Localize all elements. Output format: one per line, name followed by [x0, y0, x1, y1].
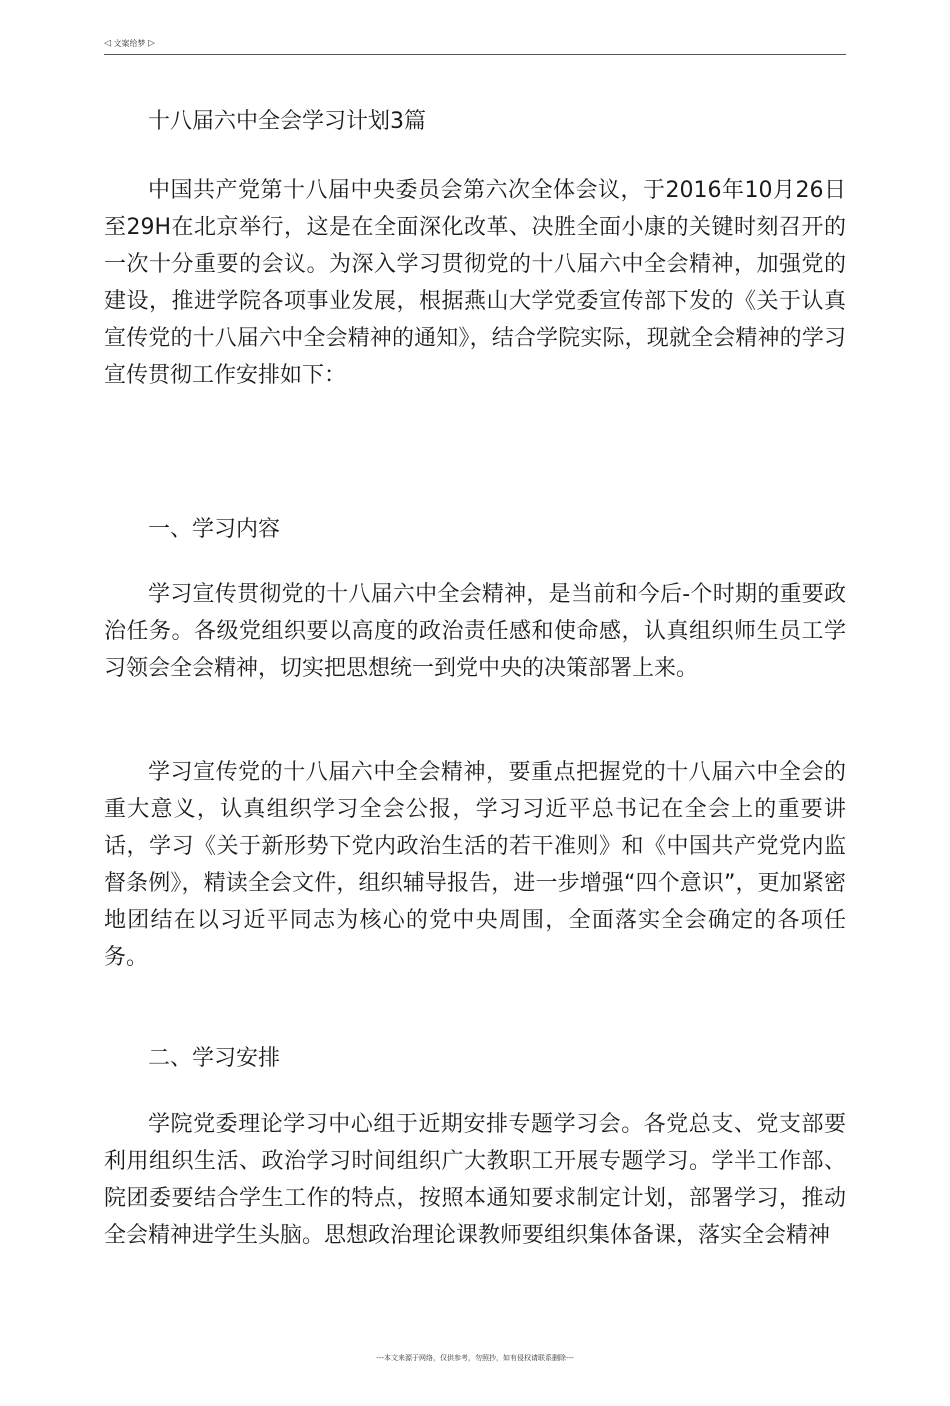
document-title: 十八届六中全会学习计划3篇: [148, 109, 426, 134]
right-triangle-icon: ▷: [148, 38, 155, 49]
paragraph-intro: 中国共产党第十八届中央委员会第六次全体会议，于2016年10月26日至29H在北京举行，这是在全面深化改革、决胜全面小康的关键时刻召开的一次十分重要的会议。为深入学习贯彻党的十八届六中全会精神，加强党的建设，推进学院各项事业发展，根据燕山大学党委宣传部下发的《关于认真宣传党的十八届六中全会精神的通知》，结合学院实际，现就全会精神的学习宣传贯彻工作安排如下：: [104, 178, 846, 388]
left-triangle-icon: ◁: [104, 38, 111, 49]
page-header: [104, 38, 846, 55]
paragraph-study-arrangement: 学院党委理论学习中心组于近期安排专题学习会。各党总支、党支部要利用组织生活、政治学习时间组织广大教职工开展专题学习。学半工作部、院团委要结合学生工作的特点，按照本通知要求制定计划，部署学习，推动全会精神进学生头脑。思想政治理论课教师要组织集体备课，落实全会精神: [104, 1112, 846, 1248]
section-heading-study-content: 一、学习内容: [148, 517, 281, 542]
section-heading-study-arrangement: 二、学习安排: [148, 1046, 281, 1071]
paragraph-study-content-1: 学习宣传贯彻党的十八届六中全会精神，是当前和今后-个时期的重要政治任务。各级党组织要以高度的政治责任感和使命感，认真组织师生员工学习领会全会精神，切实把思想统一到党中央的决策部署上来。: [104, 582, 846, 681]
paragraph-study-content-2: 学习宣传党的十八届六中全会精神，要重点把握党的十八届六中全会的重大意义，认真组织学习全会公报，学习习近平总书记在全会上的重要讲话，学习《关于新形势下党内政治生活的若干准则》和《中国共产党党内监督条例》，精读全会文件，组织辅导报告，进一步增强“四个意识”，更加紧密地团结在以习近平同志为核心的党中央周围，全面落实全会确定的各项任务。: [104, 760, 846, 970]
header-text: 文案给梦: [113, 39, 146, 48]
page-footer: ---本文来源于网络，仅供参考，勿照抄，如有侵权请联系删除---: [376, 1354, 574, 1362]
